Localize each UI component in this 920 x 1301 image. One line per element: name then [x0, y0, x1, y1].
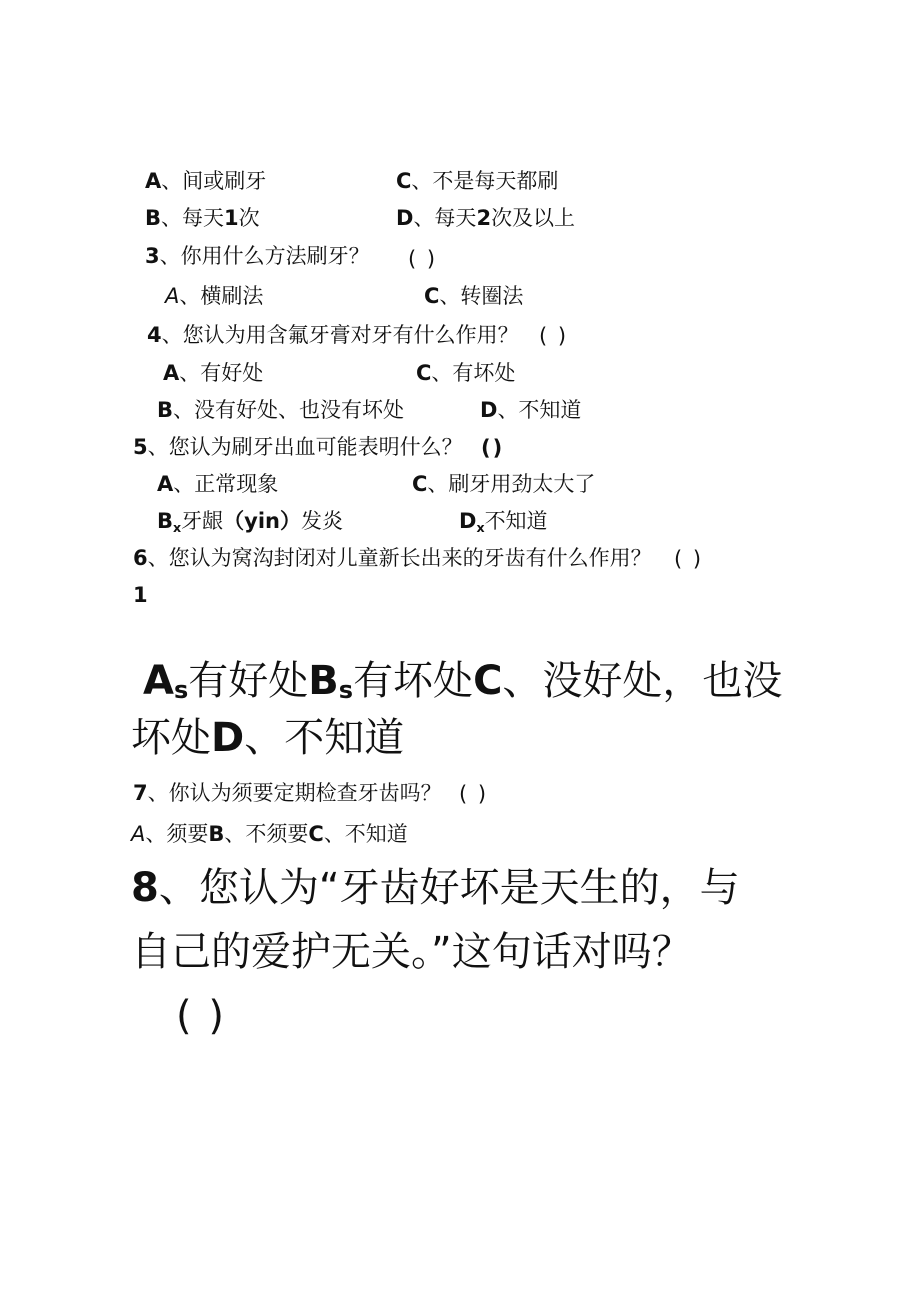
- option-letter: C: [424, 284, 440, 308]
- q2-option-c: [396, 168, 558, 194]
- option-text: 、每天: [161, 206, 225, 230]
- option-text: 、有坏处: [431, 361, 516, 385]
- q4-answer-blank: ( ): [539, 324, 569, 348]
- question-text: 、您认为“牙齿好坏是天生的，与: [158, 865, 740, 911]
- option-letter: A: [163, 361, 180, 385]
- q3-answer-blank: ( ): [408, 247, 438, 271]
- option-subscript: s: [173, 676, 189, 704]
- q6-question: [133, 545, 652, 571]
- option-text: 有好处: [188, 658, 309, 704]
- option-text: 、间或刷牙: [161, 169, 267, 193]
- option-text: 、不知道: [244, 715, 405, 761]
- option-text: 、不是每天都刷: [411, 169, 559, 193]
- option-text: 次及以上: [491, 206, 576, 230]
- q8-answer-blank: ( ): [176, 993, 226, 1039]
- option-letter: C: [396, 169, 412, 193]
- q5-option-c: [412, 471, 595, 497]
- option-text: 、没有好处、也没有坏处: [173, 398, 405, 422]
- q8-question-line-1: [131, 864, 740, 912]
- q3-question: [145, 243, 370, 269]
- question-text: 、你用什么方法刷牙？: [159, 244, 370, 268]
- option-number: 1: [224, 206, 239, 230]
- question-number: 5: [133, 435, 148, 459]
- option-pinyin: （yin）: [223, 509, 301, 533]
- q6-options-line-2: [131, 714, 404, 762]
- q7-question: [133, 780, 442, 806]
- stray-number: 1: [133, 583, 148, 607]
- q2-option-d: [396, 205, 575, 231]
- q7-answer-blank: ( ): [459, 782, 489, 806]
- option-letter: D: [396, 206, 414, 230]
- option-text: 次: [238, 206, 260, 230]
- q6-answer-blank: ( ): [674, 547, 704, 571]
- question-text: 、您认为用含氟牙膏对牙有什么作用？: [161, 323, 519, 347]
- option-letter: B: [157, 509, 174, 533]
- option-letter: A: [165, 284, 180, 308]
- q8-question-line-2: [131, 928, 692, 976]
- option-text: 、横刷法: [179, 284, 264, 308]
- option-letter: A: [131, 822, 146, 846]
- option-text: 、有好处: [179, 361, 264, 385]
- q5-option-b: [157, 508, 343, 541]
- option-text: 不知道: [484, 509, 548, 533]
- option-text: 、刷牙用劲太大了: [427, 472, 596, 496]
- question-text: 、你认为须要定期检查牙齿吗？: [147, 781, 442, 805]
- option-letter: A: [143, 658, 174, 704]
- q5-question: [133, 434, 463, 460]
- option-letter: B: [208, 822, 225, 846]
- question-text: 自己的爱护无关。”这句话对吗？: [131, 929, 692, 975]
- q3-option-c: [424, 283, 523, 309]
- question-number: 6: [133, 546, 148, 570]
- option-letter: C: [416, 361, 432, 385]
- q2-option-b: [145, 205, 260, 231]
- question-text: 、您认为窝沟封闭对儿童新长出来的牙齿有什么作用？: [147, 546, 652, 570]
- question-number: 8: [131, 865, 159, 911]
- option-letter: D: [211, 715, 245, 761]
- option-text: 、不知道: [323, 822, 408, 846]
- q4-option-b: [157, 397, 404, 423]
- option-subscript: x: [173, 520, 182, 535]
- question-number: 7: [133, 781, 148, 805]
- option-text: 、转圈法: [439, 284, 524, 308]
- option-text: 、不须要: [224, 822, 309, 846]
- option-letter: C: [308, 822, 324, 846]
- option-letter: C: [412, 472, 428, 496]
- option-letter: B: [145, 206, 162, 230]
- option-text: 有坏处: [353, 658, 474, 704]
- option-text: 、须要: [145, 822, 209, 846]
- question-number: 4: [147, 323, 162, 347]
- option-text: 发炎: [300, 509, 343, 533]
- option-letter: A: [157, 472, 174, 496]
- option-number: 2: [476, 206, 492, 230]
- option-subscript: x: [476, 520, 485, 535]
- option-letter: D: [480, 398, 498, 422]
- option-letter: C: [473, 658, 503, 704]
- q6-options-line-1: [143, 657, 782, 714]
- option-letter: D: [459, 509, 477, 533]
- option-text: 、正常现象: [173, 472, 279, 496]
- option-text: 牙龈: [181, 509, 224, 533]
- question-number: 3: [145, 244, 160, 268]
- q4-option-c: [416, 360, 515, 386]
- q4-question: [147, 322, 519, 348]
- q3-option-a: [165, 283, 263, 309]
- option-letter: B: [157, 398, 174, 422]
- q4-option-a: [163, 360, 263, 386]
- option-text: 、不知道: [497, 398, 582, 422]
- q2-option-a: [145, 168, 266, 194]
- q4-option-d: [480, 397, 581, 423]
- option-letter: B: [308, 658, 339, 704]
- q5-option-a: [157, 471, 278, 497]
- q7-options: [131, 821, 408, 847]
- option-letter: A: [145, 169, 162, 193]
- option-text: 、没好处，也没: [502, 658, 783, 704]
- question-text: 、您认为刷牙出血可能表明什么？: [147, 435, 463, 459]
- q5-answer-blank: (): [481, 436, 505, 460]
- option-subscript: s: [338, 676, 354, 704]
- q5-option-d: [459, 508, 548, 541]
- option-text: 坏处: [131, 715, 211, 761]
- option-text: 、每天: [413, 206, 477, 230]
